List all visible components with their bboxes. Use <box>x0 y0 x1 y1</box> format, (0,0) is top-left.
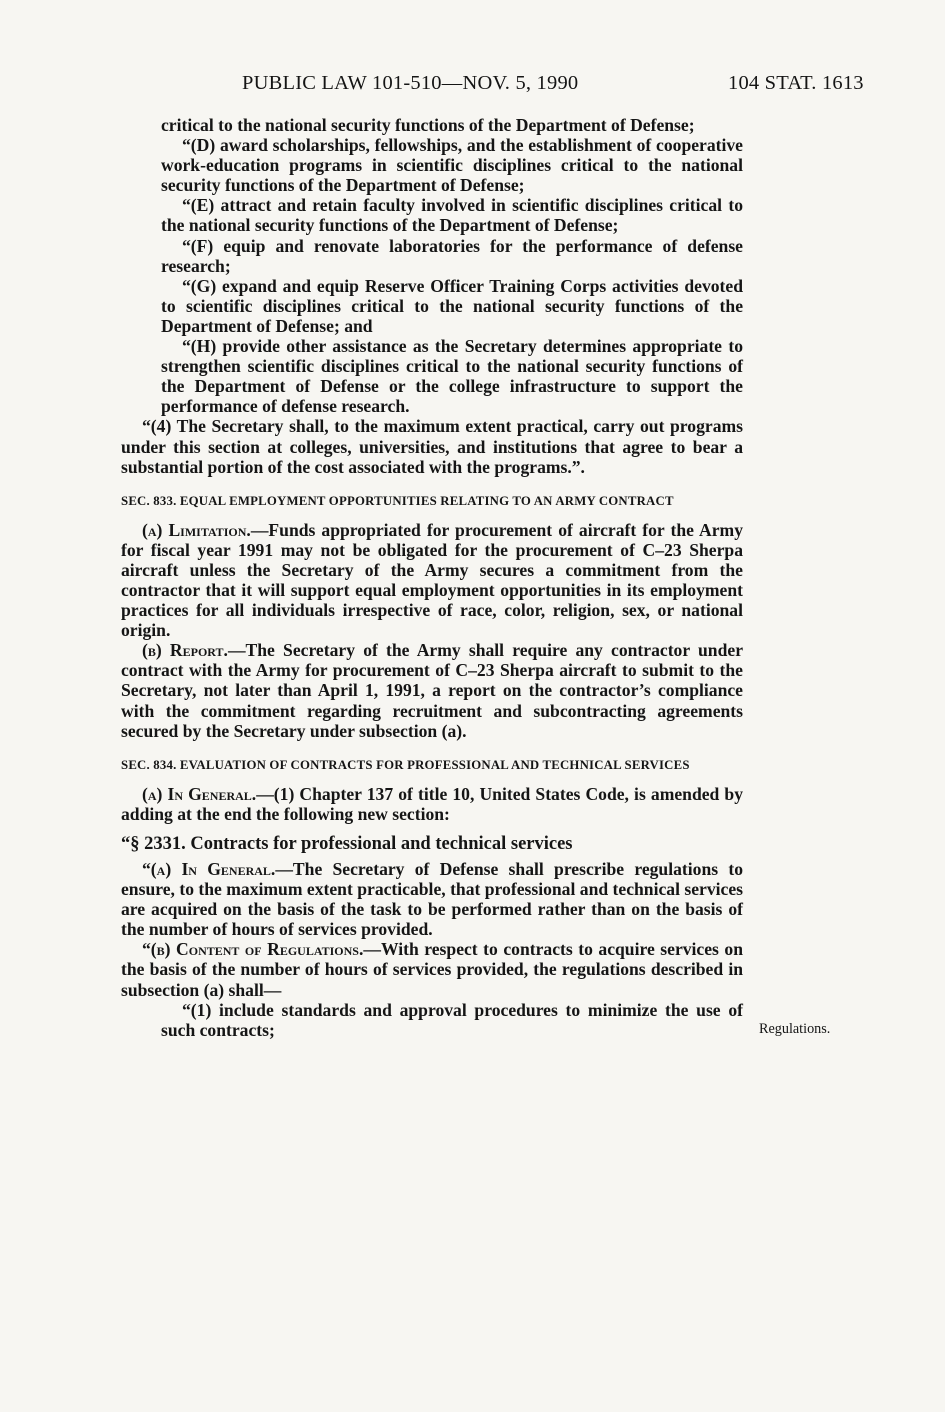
margin-note: Regulations. <box>759 1021 831 1037</box>
subsection-text: —With respect to contracts to acquire services on the basis of the number of hours of services provided, the regulations described in subsection (a) shall— <box>121 939 743 1000</box>
section-2331-heading: “§ 2331. Contracts for professional and technical services <box>121 833 573 854</box>
subsection-text: —The Secretary of the Army shall require any contractor under contract with the Army for procurement of C–23 Sherpa aircraft to submit to the Secretary, not later than April 1, 1991, a report on the contractor’s compliance with the commitment regarding recruitment and subcontracting agreements secured by the Secretary under subsection (a). <box>121 640 743 741</box>
subsection-text: —(1) Chapter 137 of title 10, United States Code, is amended by adding at the end the following new section: <box>121 783 743 824</box>
quoted-subsection-b <box>121 939 743 999</box>
subsection-label: (a) In General. <box>142 783 257 804</box>
paragraph-H: “(H) provide other assistance as the Secretary determines appropriate to strengthen scientific disciplines critical to the national security functions of the Department of Defense or the college infrastructure to support the performance of defense research. <box>161 336 743 417</box>
paragraph-E: “(E) attract and retain faculty involved in scientific disciplines critical to the national security functions of the Department of Defense; <box>161 195 743 236</box>
subsection-label: “(a) In General. <box>142 859 276 879</box>
statute-text <box>121 115 743 1040</box>
quoted-subsection-a <box>121 859 743 939</box>
subsection-text: —The Secretary of Defense shall prescribe regulations to ensure, to the maximum extent practicable, that professional and technical services are acquired on the basis of the task to be performed rather than on the basis of the number of hours of services provided. <box>121 859 743 940</box>
paragraph-D: “(D) award scholarships, fellowships, and the establishment of cooperative work-education programs in scientific disciplines critical to the national security functions of the Department of Defense; <box>161 135 743 196</box>
page-header-stat: 104 STAT. 1613 <box>728 72 864 94</box>
subsection-b-report <box>121 640 743 740</box>
quoted-paragraph-1: “(1) include standards and approval procedures to minimize the use of such contracts; <box>161 999 743 1040</box>
paragraph-continued: critical to the national security functions of the Department of Defense; <box>161 115 695 135</box>
section-833-heading: SEC. 833. EQUAL EMPLOYMENT OPPORTUNITIES RELATING TO AN ARMY CONTRACT <box>121 493 674 508</box>
paragraph-G: “(G) expand and equip Reserve Officer Training Corps activities devoted to scientific disciplines critical to the national security functions of the Department of Defense; and <box>161 275 743 336</box>
subsection-text: —Funds appropriated for procurement of aircraft for the Army for fiscal year 1991 may not be obligated for the procurement of C–23 Sherpa aircraft unless the Secretary of the Army secures a commitment from the contractor that it will support equal employment opportunities in its employment practices for all individuals irrespective of race, color, religion, sex, or national origin. <box>121 519 743 641</box>
subsection-label: (a) Limitation. <box>142 519 251 540</box>
subsection-label: “(b) Content of Regulations. <box>142 939 364 960</box>
section-834-heading: SEC. 834. EVALUATION OF CONTRACTS FOR PROFESSIONAL AND TECHNICAL SERVICES <box>121 757 690 772</box>
paragraph-F: “(F) equip and renovate laboratories for the performance of defense research; <box>161 235 743 276</box>
page-header-title: PUBLIC LAW 101-510—NOV. 5, 1990 <box>242 72 579 94</box>
subsection-a-in-general <box>121 784 743 824</box>
paragraph-4: “(4) The Secretary shall, to the maximum extent practical, carry out programs under this section at colleges, universities, and institutions that agree to bear a substantial portion of the cost associated with the programs.”. <box>121 416 743 477</box>
subsection-label: (b) Report. <box>142 640 228 661</box>
subsection-a-limitation <box>121 520 743 641</box>
